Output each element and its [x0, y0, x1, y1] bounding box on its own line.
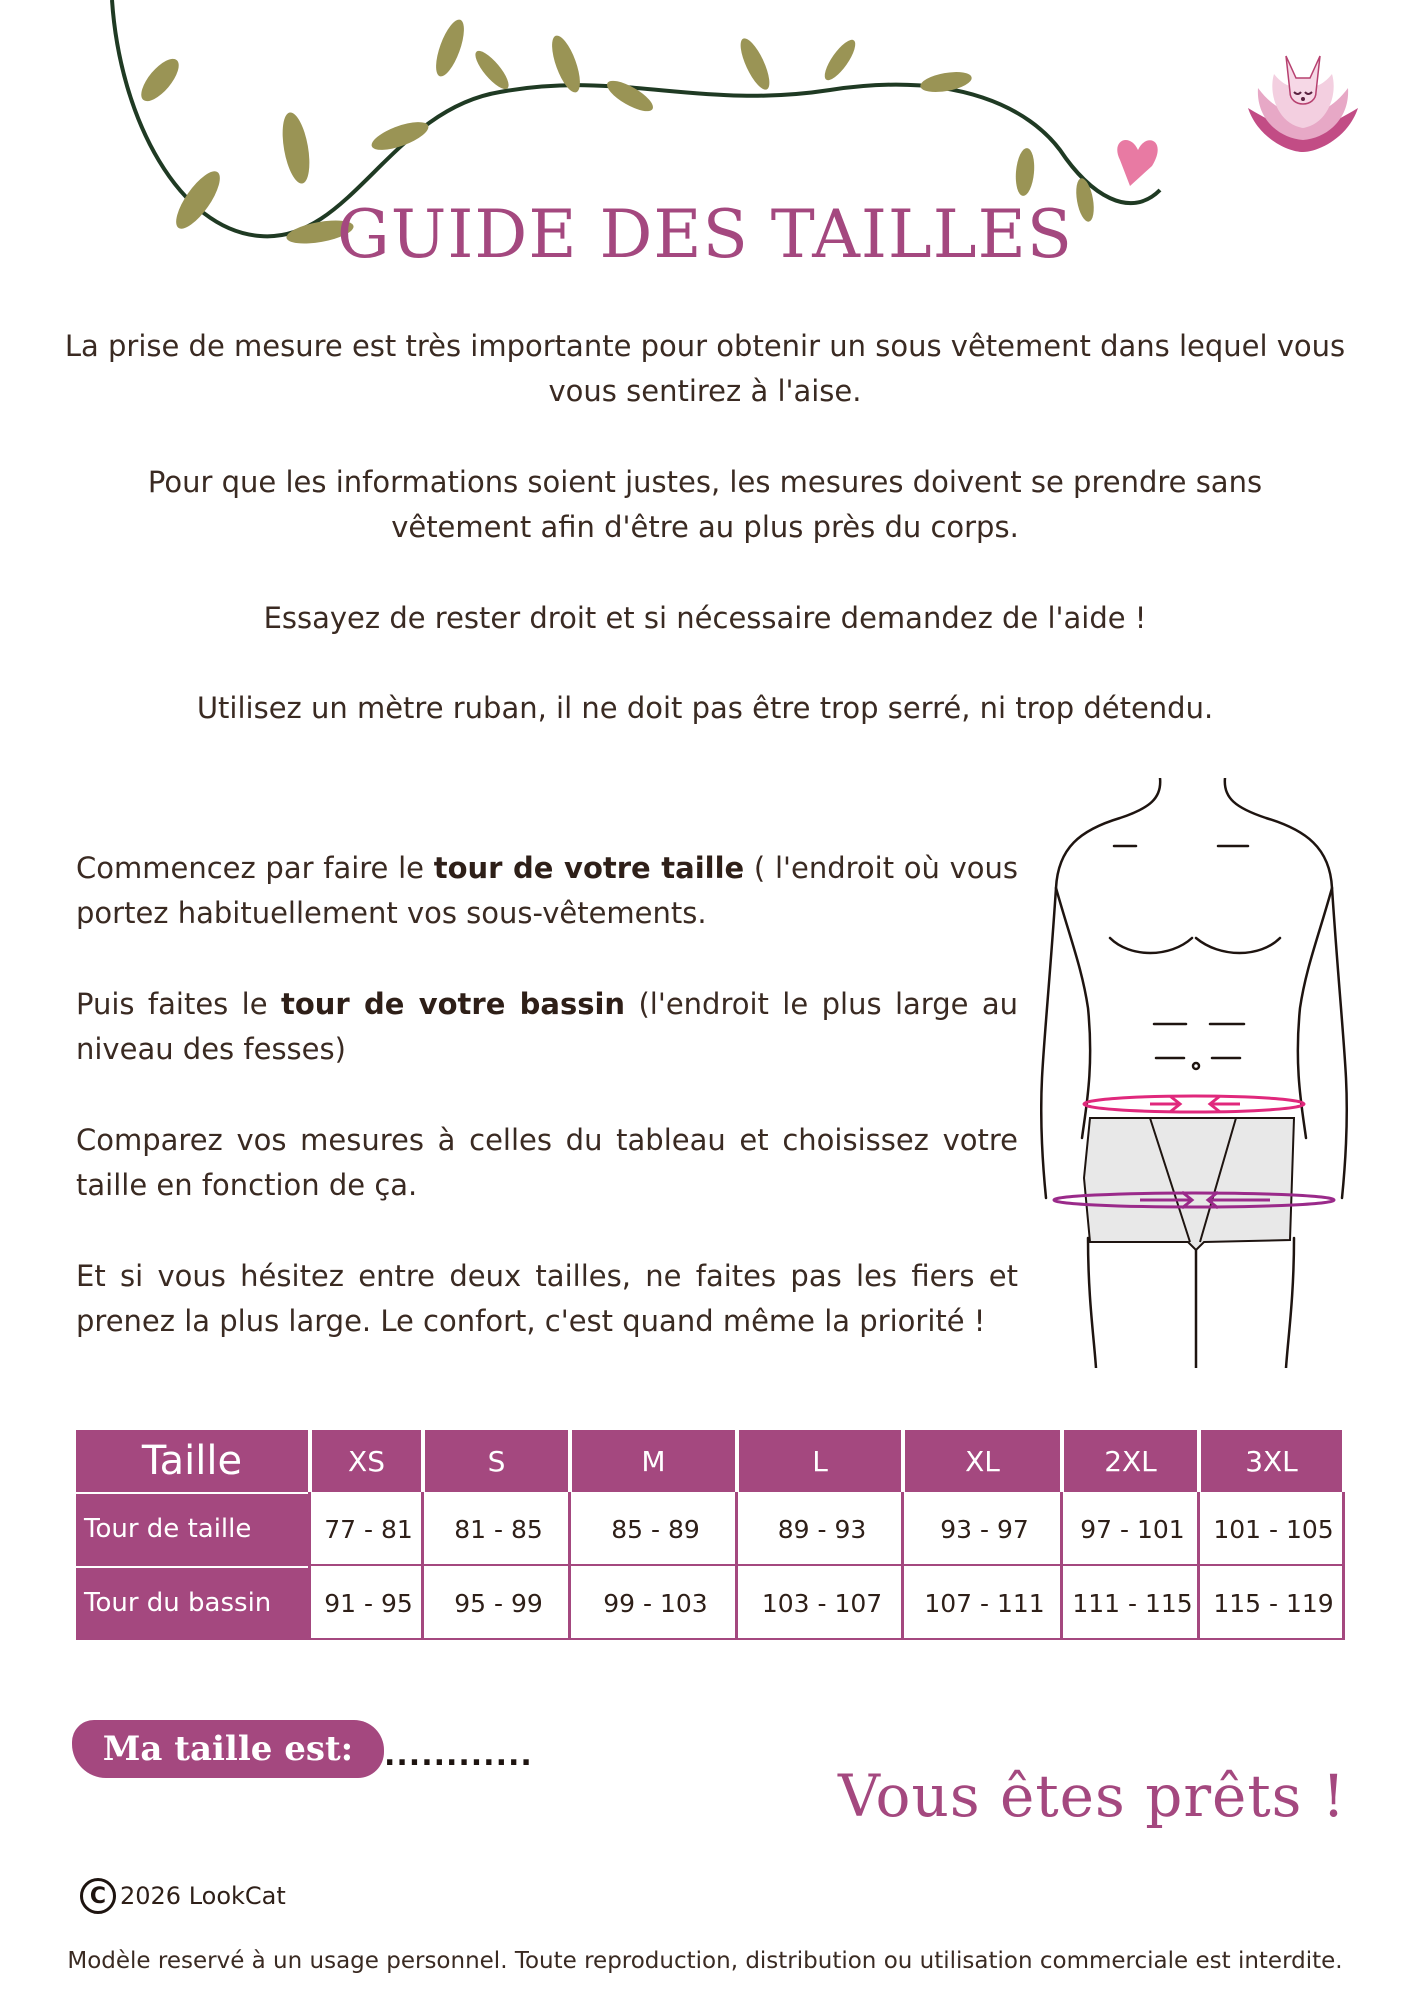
size-header-xs: XS: [312, 1430, 421, 1492]
size-header-2xl: 2XL: [1064, 1430, 1197, 1492]
hip-emphasis: tour de votre bassin: [280, 987, 626, 1021]
step-hesitate-text: Et si vous hésitez entre deux tailles, ne faites pas les fiers et prenez la plus large. Le confort, c'est quand même la priorité !: [76, 1259, 1018, 1338]
waist-emphasis: tour de votre taille: [433, 851, 745, 885]
table-cell: 91 - 95: [324, 1588, 413, 1618]
table-divider: [1342, 1492, 1345, 1640]
table-cell: 97 - 101: [1080, 1514, 1185, 1544]
table-cell: 85 - 89: [611, 1514, 700, 1544]
intro-paragraph-2: Pour que les informations soient justes, les mesures doivent se prendre sans vêtement afin d'être au plus près du corps.: [147, 465, 1263, 544]
table-cell: 107 - 111: [924, 1588, 1045, 1618]
table-divider: [1060, 1492, 1063, 1640]
intro-paragraph-4: Utilisez un mètre ruban, il ne doit pas être trop serré, ni trop détendu.: [196, 691, 1214, 725]
table-cell: 89 - 93: [777, 1514, 867, 1544]
copyright-text: 2026 LookCat: [120, 1882, 286, 1910]
table-cell: 103 - 107: [761, 1588, 883, 1618]
table-cell: 111 - 115: [1072, 1588, 1193, 1618]
table-cell: 101 - 105: [1213, 1514, 1334, 1544]
intro-paragraph-3: Essayez de rester droit et si nécessaire demandez de l'aide !: [263, 601, 1147, 635]
step-waist-text: Commencez par faire le tour de votre taille ( l'endroit où vous portez habituellement vos sous-vêtements.: [76, 851, 1018, 930]
size-header-m: M: [572, 1430, 735, 1492]
size-table: [76, 1430, 1346, 1640]
my-size-blank: ............: [384, 1738, 533, 1773]
step-hip-text: Puis faites le tour de votre bassin (l'endroit le plus large au niveau des fesses): [76, 987, 1019, 1066]
table-divider: [76, 1564, 1342, 1566]
table-divider: [901, 1492, 904, 1640]
footer-notice: Modèle reservé à un usage personnel. Toute reproduction, distribution ou utilisation commerciale est interdite.: [67, 1948, 1343, 1974]
row-label: Tour du bassin: [76, 1568, 308, 1638]
intro-paragraph-1: La prise de mesure est très importante pour obtenir un sous vêtement dans lequel vous vous sentirez à l'aise.: [64, 329, 1346, 408]
step-compare-text: Comparez vos mesures à celles du tableau et choisissez votre taille en fonction de ça.: [76, 1123, 1018, 1202]
table-cell: 93 - 97: [940, 1514, 1029, 1544]
row-label: Tour de taille: [76, 1494, 308, 1564]
ready-message: Vous êtes prêts !: [838, 1762, 1347, 1830]
table-divider: [1197, 1492, 1200, 1640]
size-header-3xl: 3XL: [1201, 1430, 1342, 1492]
table-cell: 77 - 81: [324, 1514, 413, 1544]
table-divider: [308, 1492, 311, 1640]
table-divider: [735, 1492, 738, 1640]
table-divider: [76, 1638, 1342, 1640]
table-cell: 99 - 103: [603, 1588, 708, 1618]
page-title: GUIDE DES TAILLES: [337, 196, 1073, 273]
table-cell: 115 - 119: [1213, 1588, 1334, 1618]
table-cell: 81 - 85: [454, 1514, 543, 1544]
table-divider: [421, 1492, 424, 1640]
table-divider: [568, 1492, 571, 1640]
size-header-s: S: [425, 1430, 568, 1492]
copyright: [80, 1878, 286, 1914]
lotus-cat-icon: [1238, 48, 1368, 158]
my-size-label: Ma taille est:: [72, 1720, 384, 1778]
size-header-xl: XL: [905, 1430, 1060, 1492]
size-header-l: L: [739, 1430, 901, 1492]
copyright-icon: C: [80, 1878, 116, 1914]
torso-measurement-illustration: [1040, 778, 1360, 1368]
table-cell: 95 - 99: [454, 1588, 543, 1618]
table-header-label: Taille: [76, 1430, 308, 1492]
